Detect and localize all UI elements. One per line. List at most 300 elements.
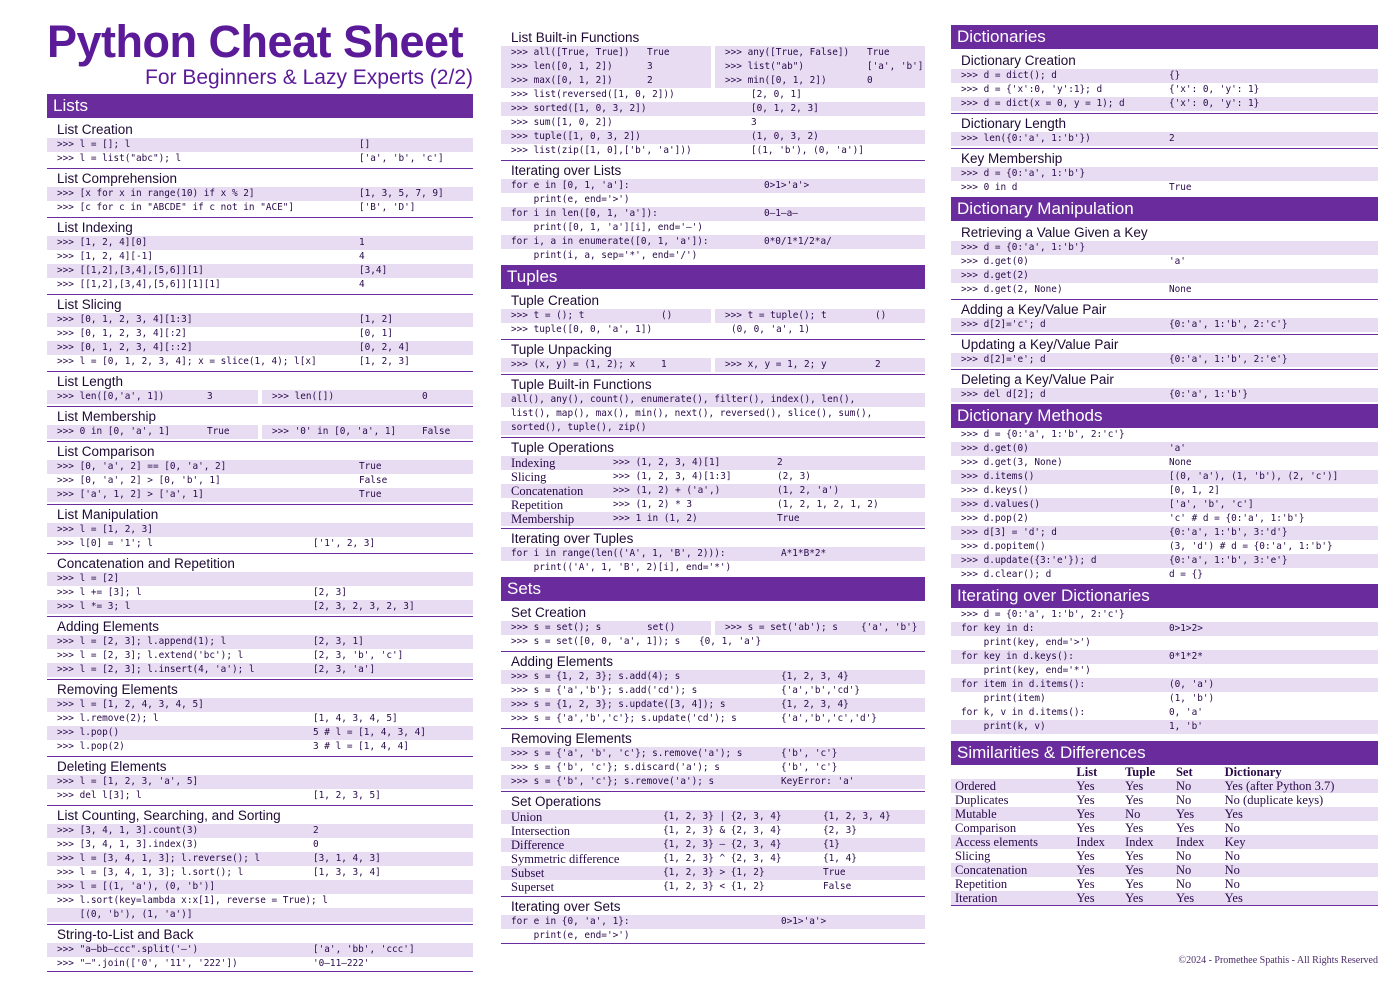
code-row bbox=[951, 692, 1378, 706]
code-row bbox=[47, 726, 473, 740]
code-row bbox=[951, 568, 1378, 582]
code-result: KeyError: 'a' bbox=[781, 776, 855, 787]
code-row bbox=[951, 622, 1378, 636]
divider bbox=[47, 971, 473, 972]
code-row bbox=[951, 241, 1378, 255]
code-text: >>> l = [2, 3]; l.insert(4, 'a'); l bbox=[57, 664, 255, 675]
table-cell: Yes bbox=[1172, 807, 1221, 821]
code-text: print(e, end='>') bbox=[511, 194, 630, 205]
code-text: print(i, a, sep='*', end='/') bbox=[511, 250, 698, 261]
code-text: print(k, v) bbox=[961, 721, 1046, 732]
code-row bbox=[501, 775, 925, 789]
operation-row bbox=[501, 470, 925, 484]
subsection-title: Dictionary Creation bbox=[961, 53, 1076, 68]
code-result: [3, 1, 4, 3] bbox=[313, 853, 381, 864]
code-result: {'a', 'b'} bbox=[861, 622, 918, 633]
code-row bbox=[501, 144, 925, 158]
operation-name: Indexing bbox=[511, 456, 556, 470]
code-result: {'a','b','cd'} bbox=[781, 685, 861, 696]
code-result: {'x': 0, 'y': 1} bbox=[1169, 98, 1260, 109]
code-row bbox=[501, 179, 925, 193]
operation-row bbox=[501, 456, 925, 470]
table-row bbox=[951, 877, 1378, 891]
code-text: >>> del d[2]; d bbox=[961, 389, 1046, 400]
table-row bbox=[951, 807, 1378, 821]
code-result: 0*1*2* bbox=[1169, 651, 1203, 662]
section-banner-dictionary-methods: Dictionary Methods bbox=[951, 404, 1378, 428]
code-row bbox=[951, 470, 1378, 484]
code-result: 1 bbox=[661, 359, 667, 370]
code-result: ['a', 'b'] bbox=[867, 61, 924, 72]
code-text: for item in d.items(): bbox=[961, 679, 1086, 690]
code-row bbox=[501, 102, 925, 116]
code-row bbox=[951, 167, 1378, 181]
code-row bbox=[951, 456, 1378, 470]
table-cell: Yes bbox=[1125, 821, 1144, 835]
table-cell: Key bbox=[1221, 835, 1378, 849]
code-result: ['1', 2, 3] bbox=[313, 538, 376, 549]
code-row bbox=[501, 635, 925, 649]
code-text: >>> [[1,2],[3,4],[5,6]][1] bbox=[57, 265, 204, 276]
operation-code: {1, 2, 3} & {2, 3, 4} bbox=[663, 825, 782, 836]
subsection-title: List Built-in Functions bbox=[511, 30, 640, 45]
comparison-table bbox=[951, 765, 1378, 905]
code-text: >>> l = [1, 2, 3, 'a', 5] bbox=[57, 776, 199, 787]
code-result: [1, 4, 3, 4, 5] bbox=[313, 713, 398, 724]
code-text: for k, v in d.items(): bbox=[961, 707, 1086, 718]
code-result: [2, 3, 2, 3, 2, 3] bbox=[313, 601, 415, 612]
table-cell: No bbox=[1175, 877, 1192, 891]
code-row bbox=[501, 621, 711, 635]
code-text: >>> [1, 2, 4][0] bbox=[57, 237, 148, 248]
code-text: >>> [0, 'a', 2] == [0, 'a', 2] bbox=[57, 461, 227, 472]
code-text: >>> d = {0:'a', 1:'b', 2:'c'} bbox=[961, 429, 1125, 440]
table-header-cell: Set bbox=[1175, 765, 1193, 779]
code-row bbox=[951, 720, 1378, 734]
code-text: >>> l = [0, 1, 2, 3, 4]; x = slice(1, 4); l[x] bbox=[57, 356, 317, 367]
code-text: sorted(), tuple(), zip() bbox=[511, 422, 647, 433]
operation-code: >>> (1, 2) + ('a',) bbox=[613, 485, 721, 496]
code-result: [2, 3, 'a'] bbox=[313, 664, 376, 675]
code-row bbox=[47, 943, 473, 957]
table-cell: Comparison bbox=[955, 821, 1017, 835]
code-result: True bbox=[1169, 182, 1192, 193]
table-cell: Yes (after Python 3.7) bbox=[1221, 779, 1378, 793]
operation-code: >>> (1, 2, 3, 4)[1] bbox=[613, 457, 721, 468]
code-text: >>> "–".join(['0', '11', '222']) bbox=[57, 958, 238, 969]
code-row bbox=[501, 929, 925, 943]
code-row bbox=[501, 698, 925, 712]
table-cell: Yes bbox=[1072, 779, 1121, 793]
code-result: True bbox=[867, 47, 890, 58]
table-cell: No bbox=[1175, 793, 1192, 807]
code-row bbox=[951, 650, 1378, 664]
operation-code: >>> 1 in (1, 2) bbox=[613, 513, 698, 524]
operation-row bbox=[501, 838, 925, 852]
table-row bbox=[951, 793, 1378, 807]
section-banner-dictionary-manipulation: Dictionary Manipulation bbox=[951, 197, 1378, 221]
code-row bbox=[501, 407, 925, 421]
code-row bbox=[262, 425, 473, 439]
code-row bbox=[951, 706, 1378, 720]
code-row bbox=[951, 484, 1378, 498]
operation-row bbox=[501, 512, 925, 526]
table-row bbox=[951, 863, 1378, 877]
subsection-title: Tuple Creation bbox=[511, 293, 600, 308]
code-row bbox=[47, 425, 258, 439]
table-cell: Index bbox=[1172, 835, 1221, 849]
code-result: ['B', 'D'] bbox=[359, 202, 416, 213]
code-text: >>> l += [3]; l bbox=[57, 587, 142, 598]
code-row bbox=[501, 421, 925, 435]
column-right bbox=[951, 0, 1378, 906]
subsection-title: Removing Elements bbox=[501, 728, 925, 747]
code-text: >>> [3, 4, 1, 3].index(3) bbox=[57, 839, 199, 850]
code-text: >>> [x for x in range(10) if x % 2] bbox=[57, 188, 255, 199]
code-result: () bbox=[875, 310, 887, 321]
code-row bbox=[262, 390, 473, 404]
code-text: >>> (x, y) = (1, 2); x bbox=[511, 359, 636, 370]
code-result: 1, 'b' bbox=[1169, 721, 1203, 732]
table-cell: Yes bbox=[1125, 877, 1144, 891]
code-text: >>> del l[3]; l bbox=[57, 790, 142, 801]
code-result: A*1*B*2* bbox=[781, 548, 827, 559]
code-text: >>> d = {0:'a', 1:'b'} bbox=[961, 242, 1086, 253]
table-cell: Yes bbox=[1121, 779, 1172, 793]
lists-body bbox=[47, 120, 473, 972]
code-text: >>> len([0, 1, 2]) bbox=[511, 61, 613, 72]
code-text: >>> list(reversed([1, 0, 2])) bbox=[511, 89, 675, 100]
table-cell: Yes bbox=[1221, 807, 1378, 821]
code-result: {1, 2, 3, 4} bbox=[781, 699, 849, 710]
code-result: {'b', 'c'} bbox=[781, 748, 838, 759]
table-cell: No (duplicate keys) bbox=[1224, 793, 1324, 807]
code-result: [2, 3, 'b', 'c'] bbox=[313, 650, 404, 661]
table-row bbox=[951, 779, 1378, 793]
code-text: >>> '0' in [0, 'a', 1] bbox=[272, 426, 397, 437]
middle-body bbox=[501, 28, 925, 944]
subsection-title: Tuple Built-in Functions bbox=[501, 374, 925, 393]
code-result: [1, 2, 3] bbox=[359, 356, 410, 367]
code-row bbox=[47, 355, 473, 369]
copyright-footer: ©2024 - Promethee Spathis - All Rights Reserved bbox=[1178, 955, 1378, 966]
code-result: {} bbox=[1169, 70, 1181, 81]
code-row bbox=[501, 207, 925, 221]
subsection-title: Updating a Key/Value Pair bbox=[951, 334, 1378, 353]
subsection-title: Set Creation bbox=[511, 605, 587, 620]
code-row bbox=[47, 138, 473, 152]
operation-row bbox=[501, 880, 925, 894]
section-banner-tuples: Tuples bbox=[501, 265, 925, 289]
code-text: >>> [0, 1, 2, 3, 4][::2] bbox=[57, 342, 193, 353]
code-result: True bbox=[359, 461, 382, 472]
subsection-title: List Indexing bbox=[47, 217, 473, 236]
table-cell: Yes bbox=[1121, 863, 1172, 877]
code-row bbox=[715, 621, 925, 635]
subsection-title: Deleting Elements bbox=[47, 756, 473, 775]
code-text: >>> max([0, 1, 2]) bbox=[511, 75, 613, 86]
subsection-title: Tuple Unpacking bbox=[501, 339, 925, 358]
section-banner-similarities: Similarities & Differences bbox=[951, 741, 1378, 765]
code-result: 3 bbox=[751, 117, 757, 128]
code-row bbox=[501, 547, 925, 561]
section-banner-sets: Sets bbox=[501, 577, 925, 601]
spacer bbox=[951, 734, 1378, 739]
code-row bbox=[47, 712, 473, 726]
code-row bbox=[501, 88, 925, 102]
table-cell: Ordered bbox=[951, 779, 1072, 793]
code-text: >>> d[2]='c'; d bbox=[961, 319, 1046, 330]
operation-row bbox=[501, 852, 925, 866]
code-result: '0–11–222' bbox=[313, 958, 370, 969]
code-text: print(key, end='>') bbox=[961, 637, 1091, 648]
code-result: [3,4] bbox=[359, 265, 388, 276]
code-text: >>> l.pop() bbox=[57, 727, 120, 738]
code-text: >>> 0 in d bbox=[961, 182, 1018, 193]
code-result: 4 bbox=[359, 279, 365, 290]
code-text: print([0, 1, 'a'][i], end='–') bbox=[511, 222, 703, 233]
code-text: >>> l = [2] bbox=[57, 573, 120, 584]
code-text: >>> s = {'a', 'b', 'c'}; s.remove('a'); s bbox=[511, 748, 743, 759]
page-title: Python Cheat Sheet bbox=[47, 16, 464, 67]
split-row bbox=[501, 60, 925, 74]
operation-result: {1, 4} bbox=[823, 853, 857, 864]
table-cell: Yes bbox=[1172, 891, 1221, 905]
subsection-title: Iterating over Tuples bbox=[501, 528, 925, 547]
code-text: >>> s = {'b', 'c'}; s.remove('a'); s bbox=[511, 776, 715, 787]
code-row bbox=[951, 526, 1378, 540]
code-result: d = {} bbox=[1169, 569, 1203, 580]
code-text: >>> d.get(0) bbox=[961, 443, 1029, 454]
code-text: for e in {0, 'a', 1}: bbox=[511, 916, 630, 927]
code-result: {0:'a', 1:'b'} bbox=[1169, 389, 1249, 400]
code-text: print(e, end='>') bbox=[511, 930, 630, 941]
code-text: >>> d.keys() bbox=[961, 485, 1029, 496]
table-cell: No bbox=[1121, 807, 1172, 821]
code-row bbox=[47, 866, 473, 880]
code-text: >>> [0, 1, 2, 3, 4][:2] bbox=[57, 328, 187, 339]
code-result: set() bbox=[647, 622, 676, 633]
code-row bbox=[501, 130, 925, 144]
code-text: >>> s = set(); s bbox=[511, 622, 602, 633]
table-cell: Yes bbox=[1121, 891, 1172, 905]
table-row bbox=[951, 821, 1378, 835]
table-cell: Yes bbox=[1125, 793, 1144, 807]
code-text: >>> l = [(1, 'a'), (0, 'b')] bbox=[57, 881, 216, 892]
code-row bbox=[47, 852, 473, 866]
code-text: >>> d.get(2, None) bbox=[961, 284, 1063, 295]
code-text: >>> s = {'b', 'c'}; s.discard('a'); s bbox=[511, 762, 720, 773]
code-row bbox=[47, 663, 473, 677]
operation-row bbox=[501, 824, 925, 838]
table-cell: Slicing bbox=[955, 849, 991, 863]
code-row bbox=[47, 488, 473, 502]
code-text: >>> len([]) bbox=[272, 391, 335, 402]
split-row bbox=[501, 358, 925, 372]
code-row bbox=[47, 313, 473, 327]
code-text: for e in [0, 1, 'a']: bbox=[511, 180, 630, 191]
code-result: [2, 0, 1] bbox=[751, 89, 802, 100]
code-result: [] bbox=[359, 139, 371, 150]
code-result: [0, 1, 2] bbox=[1169, 485, 1220, 496]
table-cell: Concatenation bbox=[951, 863, 1072, 877]
divider bbox=[951, 905, 1378, 906]
operation-result: (1, 2, 1, 2, 1, 2) bbox=[777, 499, 879, 510]
code-text: all(), any(), count(), enumerate(), filter(), index(), len(), bbox=[511, 394, 856, 405]
code-result: [1, 2, 3, 5] bbox=[313, 790, 381, 801]
code-text: >>> "a–bb–ccc".split('–') bbox=[57, 944, 199, 955]
code-result: [1, 3, 5, 7, 9] bbox=[359, 188, 444, 199]
code-text: >>> l = list("abc"); l bbox=[57, 153, 182, 164]
code-result: [2, 3, 1] bbox=[313, 636, 364, 647]
code-row bbox=[501, 235, 925, 249]
subsection-title: List Membership bbox=[47, 406, 473, 425]
code-row bbox=[951, 97, 1378, 111]
operation-result: 2 bbox=[777, 457, 783, 468]
code-text: for i in len([0, 1, 'a']): bbox=[511, 208, 658, 219]
code-text: >>> s = set('ab'); s bbox=[725, 622, 838, 633]
code-text: >>> [c for c in "ABCDE" if c not in "ACE"] bbox=[57, 202, 295, 213]
code-text: >>> l = [1, 2, 4, 3, 4, 5] bbox=[57, 699, 204, 710]
table-header-cell bbox=[951, 765, 1072, 779]
code-row bbox=[501, 193, 925, 207]
code-text: >>> sum([1, 0, 2]) bbox=[511, 117, 613, 128]
code-text: >>> [1, 2, 4][-1] bbox=[57, 251, 153, 262]
code-row bbox=[951, 83, 1378, 97]
page-subtitle: For Beginners & Lazy Experts (2/2) bbox=[145, 66, 473, 89]
code-row bbox=[47, 187, 473, 201]
code-row bbox=[47, 264, 473, 278]
code-row bbox=[951, 269, 1378, 283]
operation-name: Union bbox=[511, 810, 543, 824]
code-text: [(0, 'b'), (1, 'a')] bbox=[57, 909, 193, 920]
subsection-title: Iterating over Sets bbox=[501, 896, 925, 915]
code-row bbox=[501, 309, 711, 323]
code-text: >>> s = set([0, 0, 'a', 1]); s bbox=[511, 636, 681, 647]
operation-code: {1, 2, 3} < {1, 2} bbox=[663, 881, 765, 892]
code-row bbox=[501, 323, 925, 337]
operation-code: {1, 2, 3} | {2, 3, 4} bbox=[663, 811, 782, 822]
code-row bbox=[501, 221, 925, 235]
code-row bbox=[501, 747, 925, 761]
code-result: [1, 2] bbox=[359, 314, 393, 325]
code-row bbox=[951, 388, 1378, 402]
code-text: >>> d.get(2) bbox=[961, 270, 1029, 281]
code-row bbox=[951, 318, 1378, 332]
code-row bbox=[47, 740, 473, 754]
code-text: for key in d.keys(): bbox=[961, 651, 1074, 662]
code-text: >>> d = {'x':0, 'y':1}; d bbox=[961, 84, 1103, 95]
code-row bbox=[47, 152, 473, 166]
code-result: 2 bbox=[1169, 133, 1175, 144]
code-text: >>> [0, 'a', 2] > [0, 'b', 1] bbox=[57, 475, 221, 486]
subsection-title: List Counting, Searching, and Sorting bbox=[47, 805, 473, 824]
code-result: False bbox=[422, 426, 451, 437]
code-text: >>> d.clear(); d bbox=[961, 569, 1052, 580]
code-result: 2 bbox=[875, 359, 881, 370]
code-result: 0, 'a' bbox=[1169, 707, 1203, 718]
code-text: >>> l *= 3; l bbox=[57, 601, 131, 612]
code-row bbox=[951, 498, 1378, 512]
code-text: >>> d.popitem() bbox=[961, 541, 1046, 552]
subsection-title: Set Operations bbox=[501, 791, 925, 810]
table-row bbox=[951, 835, 1378, 849]
operation-result: False bbox=[823, 881, 852, 892]
code-row bbox=[501, 684, 925, 698]
code-text: >>> any([True, False]) bbox=[725, 47, 850, 58]
operation-name: Repetition bbox=[511, 498, 564, 512]
code-row bbox=[951, 132, 1378, 146]
table-header-cell: Dictionary bbox=[1224, 765, 1282, 779]
operation-code: >>> (1, 2) * 3 bbox=[613, 499, 693, 510]
code-row bbox=[47, 824, 473, 838]
code-text: >>> d[3] = 'd'; d bbox=[961, 527, 1057, 538]
subsection-title: Adding Elements bbox=[47, 616, 473, 635]
code-row bbox=[47, 236, 473, 250]
code-result: () bbox=[661, 310, 673, 321]
split-row bbox=[47, 390, 473, 404]
code-row bbox=[47, 537, 473, 551]
code-text: >>> l.remove(2); l bbox=[57, 713, 159, 724]
code-text: >>> 0 in [0, 'a', 1] bbox=[57, 426, 170, 437]
code-text: >>> len([0,'a', 1]) bbox=[57, 391, 165, 402]
operation-name: Concatenation bbox=[511, 484, 584, 498]
code-text: >>> d.values() bbox=[961, 499, 1041, 510]
code-row bbox=[47, 474, 473, 488]
code-row bbox=[501, 60, 711, 74]
split-row bbox=[47, 425, 473, 439]
code-text: print(key, end='*') bbox=[961, 665, 1091, 676]
code-text: >>> list("ab") bbox=[725, 61, 805, 72]
code-row bbox=[715, 74, 925, 88]
table-header-cell: List bbox=[1076, 765, 1098, 779]
code-result: True bbox=[647, 47, 670, 58]
code-result: None bbox=[1169, 457, 1192, 468]
code-row bbox=[47, 341, 473, 355]
table-cell: Index bbox=[1072, 835, 1121, 849]
code-result: {0:'a', 1:'b', 3:'d'} bbox=[1169, 527, 1288, 538]
table-header-cell: Tuple bbox=[1125, 765, 1156, 779]
code-result: 0>1>'a'> bbox=[764, 180, 810, 191]
code-text: list(), map(), max(), min(), next(), reversed(), slice(), sum(), bbox=[511, 408, 873, 419]
subsection-title: Adding a Key/Value Pair bbox=[951, 299, 1378, 318]
code-row bbox=[951, 664, 1378, 678]
code-result: [2, 3] bbox=[313, 587, 347, 598]
subsection-title: Deleting a Key/Value Pair bbox=[951, 369, 1378, 388]
code-text: >>> s = {1, 2, 3}; s.add(4); s bbox=[511, 671, 681, 682]
code-result: 0 bbox=[422, 391, 428, 402]
code-text: >>> l = []; l bbox=[57, 139, 131, 150]
table-cell: Yes bbox=[1072, 891, 1121, 905]
code-text: >>> tuple([1, 0, 3, 2]) bbox=[511, 131, 641, 142]
operation-name: Symmetric difference bbox=[511, 852, 620, 866]
code-row bbox=[47, 880, 473, 894]
code-text: >>> s = {'a','b'}; s.add('cd'); s bbox=[511, 685, 698, 696]
divider bbox=[501, 943, 925, 944]
subsection-title: Tuple Operations bbox=[501, 437, 925, 456]
table-cell: Yes bbox=[1076, 849, 1095, 863]
code-row bbox=[951, 353, 1378, 367]
code-result: {0, 1, 'a'} bbox=[699, 636, 762, 647]
code-row bbox=[951, 554, 1378, 568]
code-row bbox=[715, 358, 925, 372]
code-text: >>> [0, 1, 2, 3, 4][1:3] bbox=[57, 314, 193, 325]
code-text: >>> sorted([1, 0, 3, 2]) bbox=[511, 103, 647, 114]
operation-name: Difference bbox=[511, 838, 565, 852]
code-result: ['a', 'b', 'c'] bbox=[359, 153, 444, 164]
code-text: >>> list(zip([1, 0],['b', 'a'])) bbox=[511, 145, 692, 156]
table-cell: Yes bbox=[1221, 891, 1378, 905]
